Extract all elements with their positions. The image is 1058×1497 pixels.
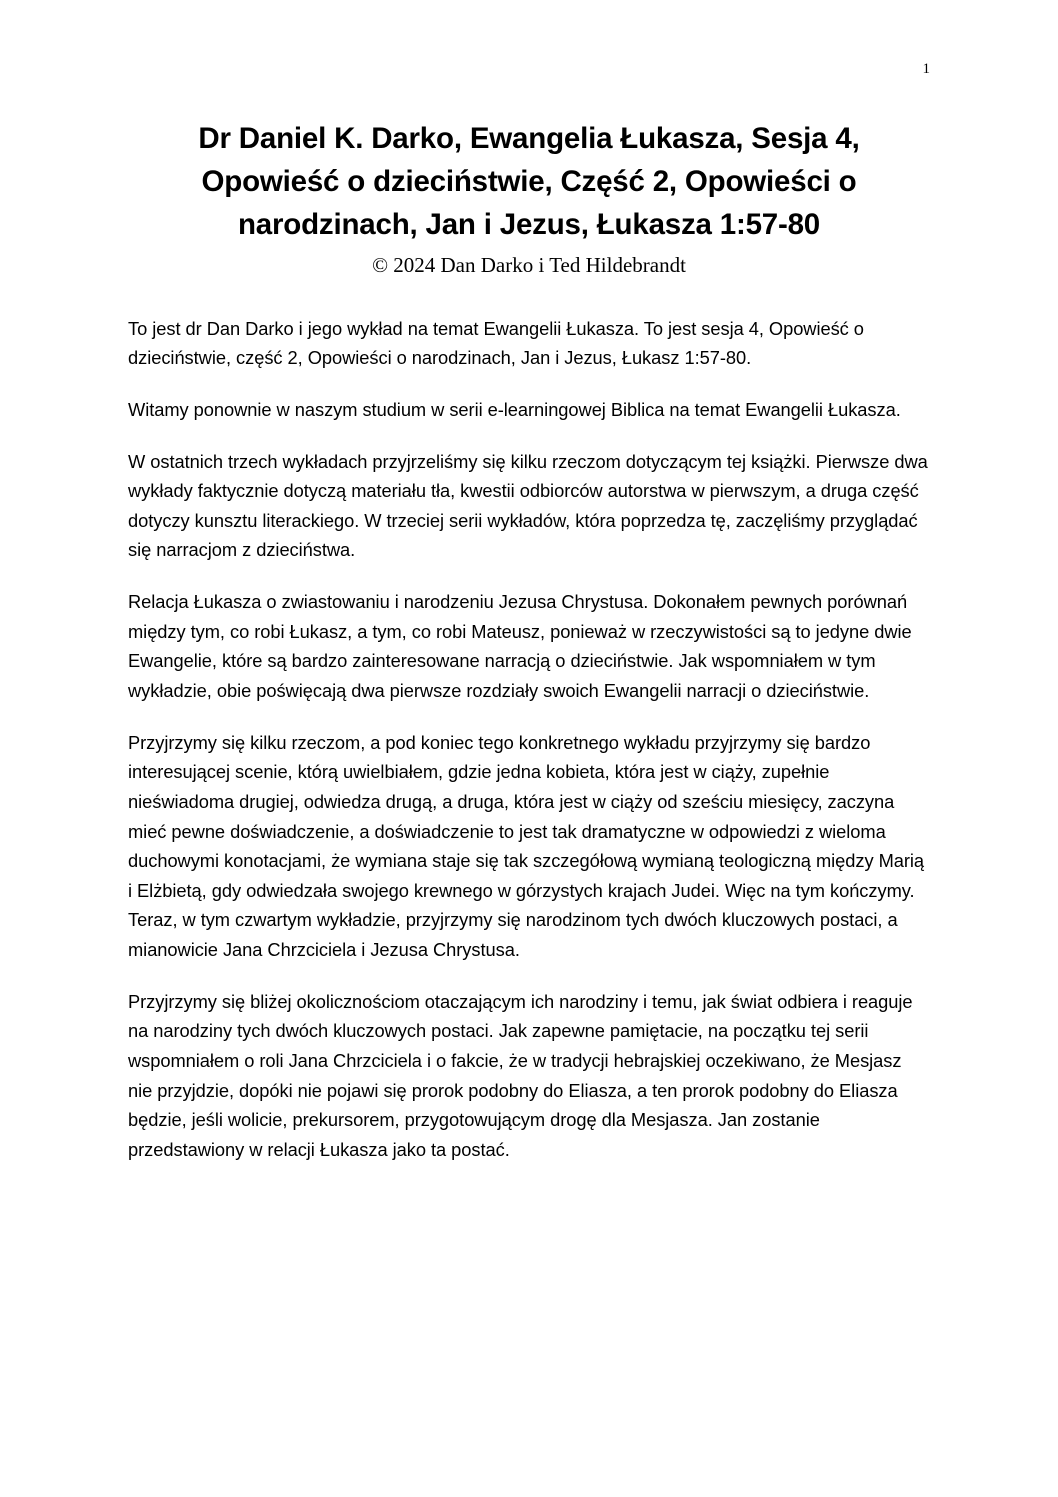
page-title: Dr Daniel K. Darko, Ewangelia Łukasza, Sesja 4, Opowieść o dzieciństwie, Część 2, Opowieści o narodzinach, Jan i Jezus, Łukasza 1:57-80 (198, 122, 860, 241)
body-paragraph: Przyjrzymy się bliżej okolicznościom otaczającym ich narodziny i temu, jak świat odbiera i reaguje na narodziny tych dwóch kluczowych postaci. Jak zapewne pamiętacie, na początku tej serii wspomniałem o roli Jana Chrzciciela i o fakcie, że w tradycji hebrajskiej oczekiwano, że Mesjasz nie przyjdzie, dopóki nie pojawi się prorok podobny do Eliasza, a ten prorok podobny do Eliasza będzie, jeśli wolicie, prekursorem, przygotowującym drogę dla Mesjasza. Jan zostanie przedstawiony w relacji Łukasza jako ta postać. (128, 990, 913, 1160)
document-body (128, 314, 930, 1165)
body-paragraph: Witamy ponownie w naszym studium w serii e-learningowej Biblica na temat Ewangelii Łukasza. (128, 398, 901, 420)
body-paragraph: W ostatnich trzech wykładach przyjrzeliśmy się kilku rzeczom dotyczącym tej książki. Pierwsze dwa wykłady faktycznie dotyczą materiału tła, kwestii odbiorców autorstwa w pierwszym, a druga część dotyczy kunsztu literackiego. W trzeciej serii wykładów, która poprzedza tę, zaczęliśmy przyglądać się narracjom z dzieciństwa. (128, 450, 928, 561)
page-number: 1 (922, 61, 930, 77)
body-paragraph: To jest dr Dan Darko i jego wykład na temat Ewangelii Łukasza. To jest sesja 4, Opowieść o dzieciństwie, część 2, Opowieści o narodzinach, Jan i Jezus, Łukasz 1:57-80. (128, 317, 864, 369)
body-paragraph: Relacja Łukasza o zwiastowaniu i narodzeniu Jezusa Chrystusa. Dokonałem pewnych porównań między tym, co robi Łukasz, a tym, co robi Mateusz, ponieważ w rzeczywistości są to jedyne dwie Ewangelie, które są bardzo zainteresowane narracją o dzieciństwie. Jak wspomniałem w tym wykładzie, obie poświęcają dwa pierwsze rozdziały swoich Ewangelii narracji o dzieciństwie. (128, 591, 912, 701)
copyright-line: © 2024 Dan Darko i Ted Hildebrandt (372, 253, 686, 278)
body-paragraph: Przyjrzymy się kilku rzeczom, a pod koniec tego konkretnego wykładu przyjrzymy się bardzo interesującej scenie, którą uwielbiałem, gdzie jedna kobieta, która jest w ciąży, zupełnie nieświadoma drugiej, odwiedza drugą, a druga, która jest w ciąży od sześciu miesięcy, zaczyna mieć pewne doświadczenie, a doświadczenie to jest tak dramatyczne w odpowiedzi z wieloma duchowymi konotacjami, że wymiana staje się tak szczegółową wymianą teologiczną między Marią i Elżbietą, gdy odwiedzała swojego krewnego w górzystych krajach Judei. Więc na tym kończymy. Teraz, w tym czwartym wykładzie, przyjrzymy się narodzinom tych dwóch kluczowych postaci, a mianowicie Jana Chrzciciela i Jezusa Chrystusa. (128, 731, 925, 961)
